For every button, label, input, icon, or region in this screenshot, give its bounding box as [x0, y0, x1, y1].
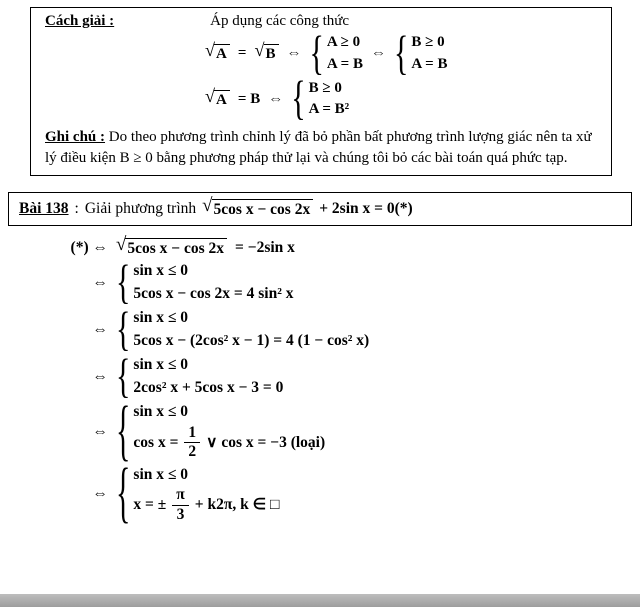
line-lead: ⇔ — [92, 422, 108, 440]
radical-expression — [116, 234, 227, 258]
left-brace-icon: { — [393, 26, 409, 80]
cases-rows — [133, 464, 279, 525]
case-row: sin x ≤ 0 — [133, 309, 188, 327]
line-lead: ⇔ — [92, 320, 108, 338]
solution-line-1 — [56, 234, 640, 258]
case-row: B ≥ 0 — [308, 79, 342, 96]
case-row: B ≥ 0 — [411, 34, 445, 50]
iff-symbol: ⇔ — [268, 90, 284, 107]
radical-sign-icon: √ — [205, 40, 216, 61]
fraction-denominator: 3 — [176, 505, 185, 523]
iff-symbol: ⇔ — [370, 45, 386, 62]
radical-sign-icon: √ — [205, 85, 216, 106]
cases-rows — [133, 401, 325, 462]
formula-sqrt-equals-sqrt — [205, 26, 599, 80]
cases-rows — [411, 32, 447, 76]
left-brace-icon: { — [116, 455, 131, 531]
cases-system — [116, 455, 280, 531]
fraction-numerator: π — [172, 486, 189, 506]
cases-rows — [327, 32, 363, 76]
case-row — [133, 486, 279, 524]
document-page — [0, 7, 640, 531]
left-brace-icon: { — [116, 255, 131, 309]
cases-system — [116, 393, 326, 468]
method-label: Cách giải : — [45, 13, 115, 29]
case-row: A = B — [326, 55, 363, 72]
case-row: sin x ≤ 0 — [133, 356, 188, 374]
note-paragraph — [45, 127, 599, 168]
fraction — [184, 424, 200, 462]
case-row: 5cos x − (2cos² x − 1) = 4 (1 − cos² x) — [133, 331, 370, 349]
cases-system — [116, 255, 294, 309]
line-lead: ⇔ — [92, 367, 108, 385]
formula-sqrt-equals-B — [205, 72, 599, 125]
solution-line-3 — [56, 302, 640, 356]
problem-tail: + 2sin x = 0(*) — [319, 200, 413, 218]
line-lead: ⇔ — [92, 485, 108, 503]
radical-A — [205, 85, 230, 109]
case-row: 2cos² x + 5cos x − 3 = 0 — [133, 378, 284, 396]
case-row: 5cos x − cos 2x = 4 sin² x — [133, 284, 294, 302]
left-brace-icon: { — [309, 26, 324, 80]
radicand: A — [214, 44, 230, 63]
method-box — [30, 7, 612, 176]
radical-sign-icon: √ — [116, 234, 127, 256]
case-post: ∨ cos x = −3 (loại) — [206, 433, 326, 451]
problem-box — [8, 192, 632, 226]
fraction — [172, 486, 189, 524]
cases-system — [116, 302, 370, 356]
line-lead: ⇔ — [92, 273, 108, 291]
note-label: Ghi chú : — [45, 129, 106, 145]
case-row: A = B — [411, 55, 448, 72]
cases-system — [291, 72, 350, 125]
note-text: Do theo phương trình chỉnh lý đã bỏ phần bất phương trình lượng giác nên ta xử lý điều kiện B ≥ 0 bằng phương pháp thử lại và chúng tôi bỏ các bài toán quá phức tạp. — [45, 129, 592, 166]
radicand: 5cos x − cos 2x — [125, 238, 227, 258]
radical-B — [254, 40, 278, 63]
case-row: sin x ≤ 0 — [133, 465, 188, 483]
solution-line-4 — [56, 349, 640, 403]
cases-rows — [133, 354, 283, 399]
fraction-numerator: 1 — [184, 424, 200, 444]
case-row — [133, 424, 325, 462]
problem-lead: Giải phương trình — [84, 200, 197, 218]
radicand: B — [264, 44, 279, 63]
radical-A — [205, 40, 230, 63]
case-row: sin x ≤ 0 — [133, 262, 188, 280]
case-pre: x = ± — [133, 496, 167, 514]
fraction-denominator: 2 — [188, 443, 197, 461]
line-lead: (*) ⇔ — [70, 239, 108, 257]
radical-sign-icon: √ — [202, 195, 213, 217]
radicand: 5cos x − cos 2x — [212, 199, 314, 219]
left-brace-icon: { — [116, 393, 131, 468]
cases-system — [393, 26, 448, 80]
cases-rows — [133, 307, 369, 352]
cases-system — [116, 349, 284, 403]
problem-separator: : — [74, 200, 79, 218]
case-post: + k2π, k ∈ □ — [194, 496, 280, 514]
cases-system — [309, 26, 363, 80]
method-intro: Áp dụng các công thức — [210, 13, 350, 29]
radicand: A — [214, 90, 230, 109]
solution-line-5 — [56, 393, 640, 468]
bottom-scrollbar[interactable] — [0, 594, 640, 607]
left-brace-icon: { — [116, 302, 131, 356]
equals-sign: = — [237, 45, 247, 62]
cases-rows — [309, 78, 350, 122]
case-pre: cos x = — [133, 433, 179, 451]
case-row: A = B² — [308, 101, 350, 118]
case-row: A ≥ 0 — [326, 34, 361, 50]
equals-B: = B — [237, 90, 261, 107]
cases-rows — [133, 260, 293, 305]
solution-line-6 — [56, 455, 640, 531]
solution-line-2 — [56, 255, 640, 309]
iff-symbol: ⇔ — [286, 45, 302, 62]
radical-expression — [202, 195, 313, 219]
radical-sign-icon: √ — [254, 40, 265, 61]
left-brace-icon: { — [116, 349, 131, 403]
line-rhs: = −2sin x — [235, 239, 295, 257]
solution-steps — [0, 234, 640, 531]
left-brace-icon: { — [291, 72, 306, 125]
case-row: sin x ≤ 0 — [133, 403, 188, 421]
problem-label: Bài 138 — [19, 200, 69, 218]
